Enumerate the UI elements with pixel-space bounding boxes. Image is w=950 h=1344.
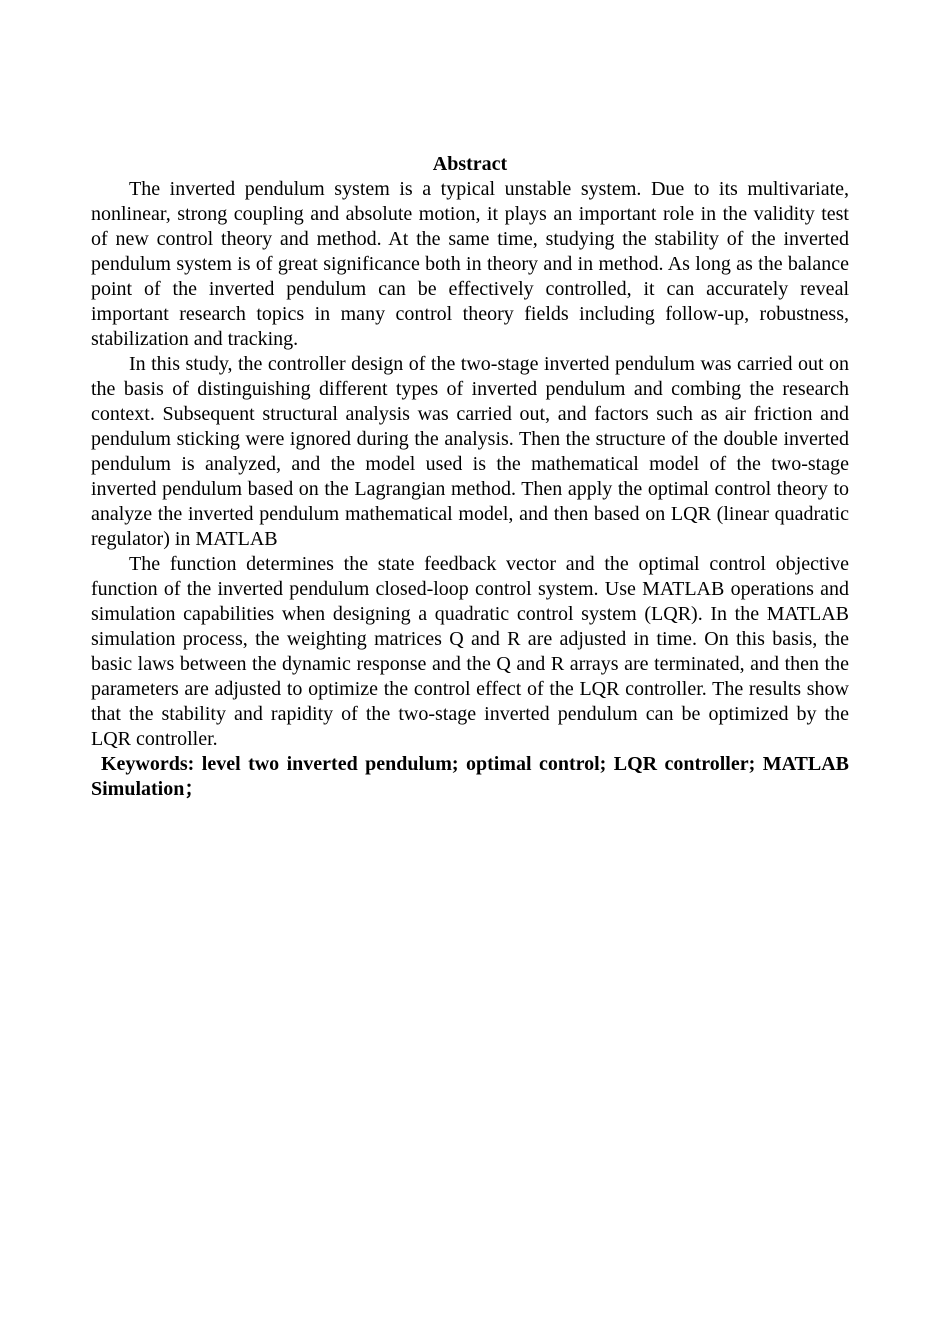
abstract-section — [91, 152, 849, 802]
keywords-line: Keywords: level two inverted pendulum; optimal control; LQR controller; MATLAB Simulation； — [91, 753, 849, 800]
abstract-title: Abstract — [432, 153, 508, 175]
abstract-paragraph-3: The function determines the state feedback vector and the optimal control objective function of the inverted pendulum closed-loop control system. Use MATLAB operations and simulation capabilities when designing a quadratic control system (LQR). In the MATLAB simulation process, the weighting matrices Q and R are adjusted in time. On this basis, the basic laws between the dynamic response and the Q and R arrays are terminated, and then the parameters are adjusted to optimize the control effect of the LQR controller. The results show that the stability and rapidity of the two-stage inverted pendulum can be optimized by the LQR controller. — [91, 553, 849, 750]
abstract-paragraph-2: In this study, the controller design of the two-stage inverted pendulum was carried out on the basis of distinguishing different types of inverted pendulum and combing the research context. Subsequent structural analysis was carried out, and factors such as air friction and pendulum sticking were ignored during the analysis. Then the structure of the double inverted pendulum is analyzed, and the model used is the mathematical model of the two-stage inverted pendulum based on the Lagrangian method. Then apply the optimal control theory to analyze the inverted pendulum mathematical model, and then based on LQR (linear quadratic regulator) in MATLAB — [91, 353, 849, 550]
abstract-paragraph-1: The inverted pendulum system is a typical unstable system. Due to its multivariate, nonlinear, strong coupling and absolute motion, it plays an important role in the validity test of new control theory and method. At the same time, studying the stability of the inverted pendulum system is of great significance both in theory and in method. As long as the balance point of the inverted pendulum can be effectively controlled, it can accurately reveal important research topics in many control theory fields including follow-up, robustness, stabilization and tracking. — [91, 178, 849, 350]
